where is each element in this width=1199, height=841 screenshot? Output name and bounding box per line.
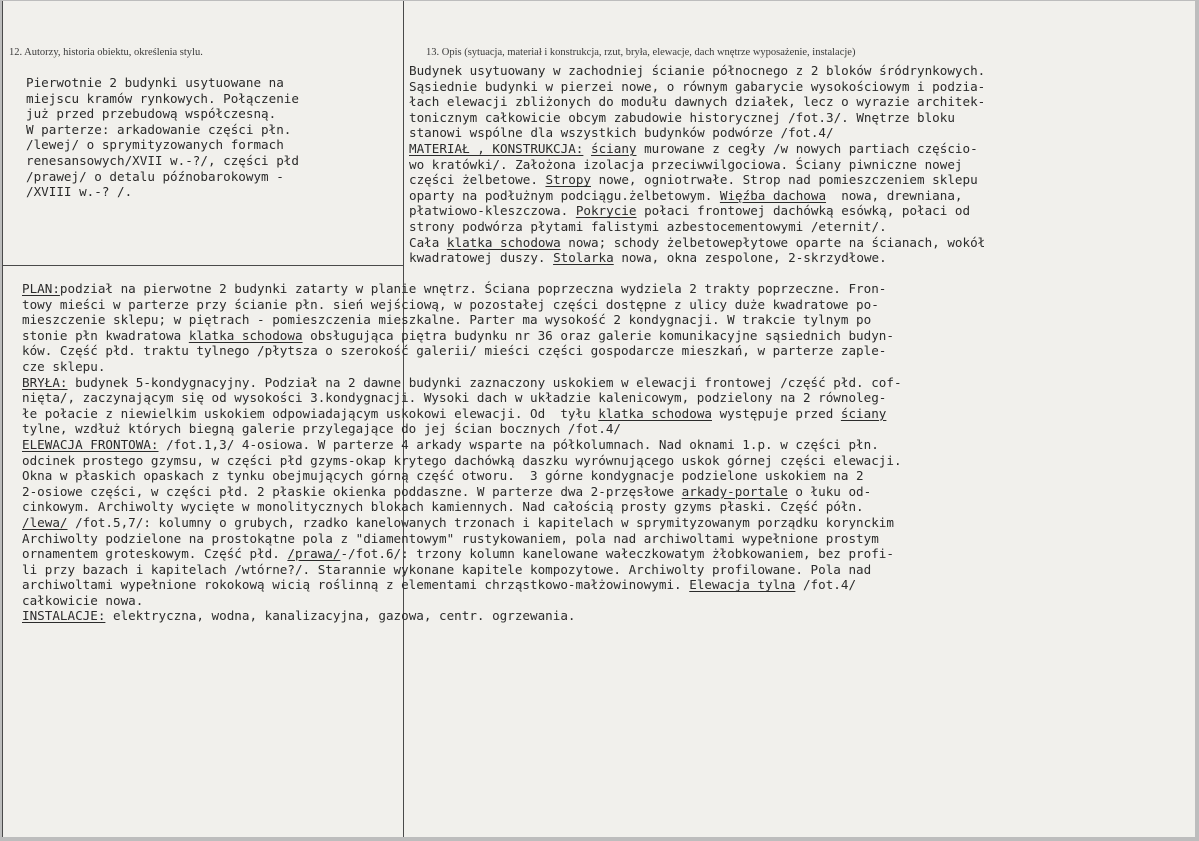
header-description: 13. Opis (sytuacja, materiał i konstrukcja, rzut, bryła, elewacje, dach wnętrze wyposażenie, instalacje) [426, 47, 856, 58]
body-line: ków. Część płd. traktu tylnego /płytsza o szerokość galerii/ mieści części gospodarcze mieszkań, w parterze zaple- [22, 343, 887, 359]
body-line: odcinek prostego gzymsu, w części płd gzyms-okap krytego dachówką daszku wyrównującego uskok górnej części elewacji. [22, 452, 902, 468]
left-box-line: Pierwotnie 2 budynki usytuowane na [26, 75, 284, 90]
right-box-line: Budynek usytuowany w zachodniej ścianie północnego z 2 bloków śródrynkowych. [409, 63, 986, 78]
body-line: INSTALACJE: elektryczna, wodna, kanalizacyjna, gazowa, centr. ogrzewania. [22, 608, 576, 624]
right-box-line: strony podwórza płytami falistymi azbestocementowymi /eternit/. [409, 218, 887, 234]
body-line: Archiwolty podzielone na prostokątne pola z "diamentowym" rustykowaniem, pola nad archiwoltami wypełnione prostym [22, 530, 879, 546]
left-box-bottom-rule [2, 265, 404, 266]
right-box-line: Sąsiednie budynki w pierzei nowe, o równym gabarycie wysokościowym i podzia- [409, 78, 986, 94]
body-line: cze sklepu. [22, 358, 106, 374]
left-box-text [26, 75, 299, 200]
description-body-text [22, 281, 902, 624]
right-box-line: łach elewacji zbliżonych do modułu dawnych działek, lecz o wyrazie architek- [409, 94, 986, 110]
right-box-line: wo kratówki/. Założona izolacja przeciwwilgociowa. Ściany piwniczne nowej [409, 156, 963, 172]
left-box-line: /lewej/ o sprymityzowanych formach [26, 137, 284, 153]
right-box-line: MATERIAŁ , KONSTRUKCJA: ściany murowane z cegły /w nowych partiach częścio- [409, 140, 978, 156]
right-box-line: oparty na podłużnym podciągu.żelbetowym. Więźba dachowa nowa, drewniana, [409, 187, 963, 203]
body-line: BRYŁA: budynek 5-kondygnacyjny. Podział na 2 dawne budynki zaznaczony uskokiem w elewacji frontowej /część płd. cof- [22, 374, 902, 390]
body-line: /lewa/ /fot.5,7/: kolumny o grubych, rzadko kanelowanych trzonach i kapitelach w sprymityzowanym porządku korynckim [22, 514, 894, 530]
body-line: cinkowym. Archiwolty wycięte w monolitycznych blokach kamiennych. Nad całością prosty gzyms płaski. Część półn. [22, 499, 864, 515]
left-box-line: już przed przebudową współczesną. [26, 106, 277, 122]
right-box-line: kwadratowej duszy. Stolarka nowa, okna zespolone, 2-skrzydłowe. [409, 250, 887, 266]
body-line: archiwoltami wypełnione rokokową wicią roślinną z elementami chrząstkowo-małżowinowymi. Elewacja tylna /fot.4/ [22, 577, 857, 593]
body-line: łe połacie z niewielkim uskokiem odpowiadającym uskokowi elewacji. Od tyłu klatka schodowa występuje przed ściany [22, 405, 887, 421]
left-box-line: /prawej/ o detalu późnobarokowym - [26, 168, 284, 184]
left-box-line: renesansowych/XVII w.-?/, części płd [26, 152, 299, 168]
right-box-line: płatwiowo-kleszczowa. Pokrycie połaci frontowej dachówką esówką, połaci od [409, 203, 971, 219]
right-box-text [409, 63, 985, 266]
body-line: mieszczenie sklepu; w piętrach - pomieszczenia mieszkalne. Parter ma wysokość 2 kondygnacji. W trakcie tylnym po [22, 312, 872, 328]
body-line: 2-osiowe części, w części płd. 2 płaskie okienka poddaszne. W parterze dwa 2-przęsłowe arkady-portale o łuku od- [22, 483, 872, 499]
body-line: ornamentem groteskowym. Część płd. /prawa/-/fot.6/: trzony kolumn kanelowane wałeczkowatym żłobkowaniem, bez profi- [22, 546, 894, 562]
right-box-line: części żelbetowe. Stropy nowe, ogniotrwałe. Strop nad pomieszczeniem sklepu [409, 172, 978, 188]
right-box-line: tonicznym całkowicie obcym zabudowie historycznej /fot.3/. Wnętrze bloku [409, 109, 955, 125]
card-left-edge [2, 1, 3, 837]
left-box-line: miejscu kramów rynkowych. Połączenie [26, 90, 299, 106]
body-line: ELEWACJA FRONTOWA: /fot.1,3/ 4-osiowa. W parterze 4 arkady wsparte na półkolumnach. Nad oknami 1.p. w części płn. [22, 436, 879, 452]
body-line: stonie płn kwadratowa klatka schodowa obsługująca piętra budynku nr 36 oraz galerie komunikacyjne sąsiednich budyn- [22, 327, 894, 343]
catalog-card [2, 1, 1195, 837]
left-box-line: /XVIII w.-? /. [26, 184, 133, 200]
body-line: towy mieści w parterze przy ścianie płn. sień wejściową, w pozostałej części dostępne z ulicy duże kwadratowe po- [22, 296, 879, 312]
body-line: PLAN:podział na pierwotne 2 budynki zatarty w planie wnętrz. Ściana poprzeczna wydziela 2 trakty poprzeczne. Fron- [22, 281, 887, 296]
right-box-line: stanowi wspólne dla wszystkich budynków podwórze /fot.4/ [409, 125, 834, 141]
header-authors-history: 12. Autorzy, historia obiektu, określenia stylu. [9, 47, 203, 58]
body-line: nięta/, zaczynającym się od wysokości 3.kondygnacji. Wysoki dach w układzie kalenicowym, podzielony na 2 równoleg- [22, 390, 887, 406]
right-box-line: Cała klatka schodowa nowa; schody żelbetowepłytowe oparte na ścianach, wokół [409, 234, 986, 250]
body-line: całkowicie nowa. [22, 592, 144, 608]
body-line: tylne, wzdłuż których biegną galerie przylegające do jej ścian bocznych /fot.4/ [22, 421, 621, 437]
left-box-line: W parterze: arkadowanie części płn. [26, 121, 292, 137]
body-line: Okna w płaskich opaskach z tynku obejmujących górną część otworu. 3 górne kondygnacje podzielone uskokiem na 2 [22, 468, 864, 484]
body-line: li przy bazach i kapitelach /wtórne?/. Starannie wykonane kapitele kompozytowe. Archiwolty profilowane. Pola nad [22, 561, 872, 577]
